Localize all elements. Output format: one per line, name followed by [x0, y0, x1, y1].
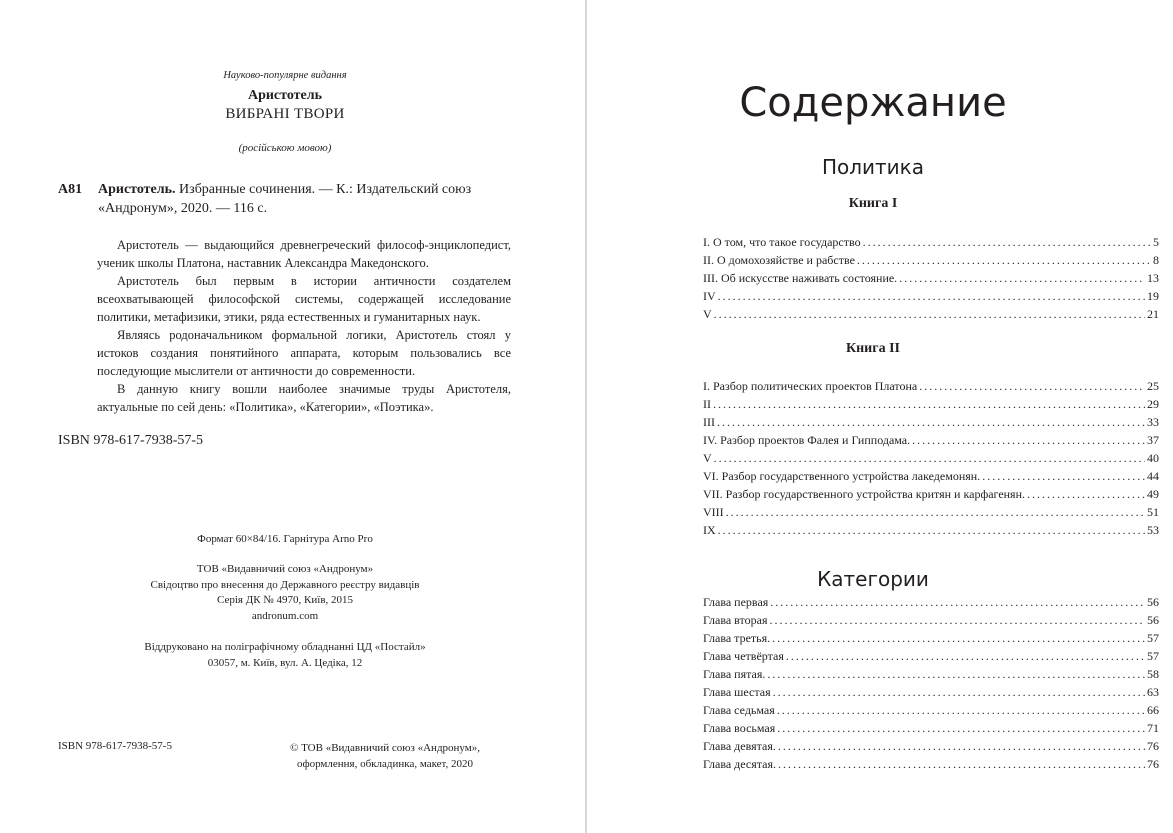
toc-entry [703, 485, 1159, 503]
annotation-paragraph: В данную книгу вошли наиболее значимые труды Аристотеля, актуальные по сей день: «Политика», «Категории», «Поэтика». [97, 382, 511, 414]
toc-entry-title: Глава вторая [703, 613, 768, 627]
toc-dot-leader [912, 431, 1145, 449]
toc-entry-page: 56 [1147, 613, 1159, 627]
toc-entry-page: 29 [1147, 397, 1159, 411]
toc-entry-title: Глава третья. [703, 631, 771, 645]
toc-dot-leader [777, 719, 1145, 737]
toc-entry [703, 377, 1159, 395]
toc-dot-leader [772, 629, 1145, 647]
toc-entry-page: 33 [1147, 415, 1159, 429]
toc-entry [703, 251, 1159, 269]
toc-entry-title: III. Об искусстве наживать состояние. [703, 271, 898, 285]
copyright-line: оформлення, обкладинка, макет, 2020 [296, 758, 474, 770]
printer-block [0, 640, 570, 671]
toc-entry-title: VI. Разбор государственного устройства лакедемонян. [703, 469, 981, 483]
toc-entry [703, 665, 1159, 683]
toc-entry-page: 5 [1153, 235, 1159, 249]
toc-entry [703, 413, 1159, 431]
toc-entry-title: III [703, 415, 715, 429]
toc-entry [703, 233, 1159, 251]
toc-dot-leader [718, 521, 1145, 539]
toc-dot-leader [713, 395, 1145, 413]
section-heading-categories: Категории [817, 567, 929, 591]
toc-entry [703, 449, 1159, 467]
toc-dot-leader [717, 413, 1145, 431]
toc-entry-title: V [703, 451, 712, 465]
toc-entry-title: II [703, 397, 711, 411]
toc-entry-title: VII. Разбор государственного устройства критян и карфагенян. [703, 487, 1026, 501]
printer-line: 03057, м. Київ, вул. А. Цедіка, 12 [207, 656, 363, 669]
language-note: (російською мовою) [238, 142, 332, 154]
toc-entry-page: 13 [1147, 271, 1159, 285]
toc-entry [703, 503, 1159, 521]
toc-dot-leader [778, 737, 1145, 755]
toc-dot-leader [770, 593, 1145, 611]
toc-dot-leader [714, 449, 1145, 467]
series-label: Науково-популярне видання [223, 70, 347, 81]
toc-dot-leader [863, 233, 1151, 251]
toc-dot-leader [769, 611, 1145, 629]
toc-entry-page: 51 [1147, 505, 1159, 519]
toc-entry-title: Глава десятая. [703, 757, 776, 771]
toc-entry [703, 647, 1159, 665]
toc-dot-leader [777, 701, 1145, 719]
toc-entry [703, 701, 1159, 719]
toc-dot-leader [773, 683, 1145, 701]
copyright-block [280, 740, 490, 772]
publisher-line: Свідоцтво про внесення до Державного реєстру видавців [150, 578, 420, 591]
toc-entry-title: Глава девятая. [703, 739, 776, 753]
book-heading: Книга II [845, 341, 901, 356]
toc-dot-leader [778, 755, 1145, 773]
toc-dot-leader [899, 269, 1145, 287]
toc-entry-title: Глава четвёртая [703, 649, 784, 663]
toc-list-book1 [703, 233, 1159, 323]
toc-entry-title: Глава седьмая [703, 703, 775, 717]
annotation-paragraph: Аристотель был первым в истории античности создателем всеохватывающей философской системы, содержащей исследование политики, метафизики, этики, ряда естественных и гуманитарных наук. [97, 274, 511, 324]
toc-entry-page: 66 [1147, 703, 1159, 717]
toc-entry-title: Глава первая [703, 595, 769, 609]
toc-entry [703, 305, 1159, 323]
bib-details: Избранные сочинения. — К.: Издательский союз «Андронум», 2020. — 116 с. [98, 182, 472, 216]
toc-entry [703, 683, 1159, 701]
toc-entry-page: 25 [1147, 379, 1159, 393]
toc-entry [703, 593, 1159, 611]
toc-dot-leader [786, 647, 1145, 665]
toc-entry-title: I. Разбор политических проектов Платона [703, 379, 918, 393]
toc-entry-page: 21 [1147, 307, 1159, 321]
annotation-paragraph: Являясь родоначальником формальной логики, Аристотель стоял у истоков создания понятийного аппарата, которым пользовались все последующие мыслители от античности до современности. [97, 328, 511, 378]
toc-entry-title: Глава пятая. [703, 667, 766, 681]
toc-entry-title: IX [703, 523, 716, 537]
toc-dot-leader [714, 305, 1145, 323]
format-line: Формат 60×84/16. Гарнітура Arno Pro [197, 533, 373, 545]
toc-entry [703, 611, 1159, 629]
bib-code: А81 [58, 182, 83, 197]
toc-entry-page: 57 [1147, 649, 1159, 663]
toc-entry-page: 53 [1147, 523, 1159, 537]
toc-entry-page: 37 [1147, 433, 1159, 447]
toc-dot-leader [857, 251, 1151, 269]
copyright-line: © ТОВ «Видавничий союз «Андронум», [289, 742, 480, 754]
annotation-paragraph: Аристотель — выдающийся древнегреческий философ-энциклопедист, ученик школы Платона, наставник Александра Македонского. [97, 238, 511, 270]
toc-dot-leader [726, 503, 1145, 521]
toc-entry-title: Глава восьмая [703, 721, 776, 735]
toc-entry [703, 719, 1159, 737]
section-heading-politics: Политика [821, 155, 925, 179]
toc-entry-page: 63 [1147, 685, 1159, 699]
toc-entry-page: 71 [1147, 721, 1159, 735]
toc-entry-page: 56 [1147, 595, 1159, 609]
toc-list-categories [703, 593, 1159, 773]
contents-title: Содержание [739, 80, 1007, 126]
toc-entry-page: 57 [1147, 631, 1159, 645]
toc-entry [703, 737, 1159, 755]
book-title: ВИБРАНІ ТВОРИ [225, 106, 345, 122]
toc-entry-title: Глава шестая [703, 685, 771, 699]
toc-entry-page: 76 [1147, 757, 1159, 771]
toc-entry [703, 431, 1159, 449]
toc-list-book2 [703, 377, 1159, 539]
bib-author: Аристотель. [98, 182, 176, 197]
toc-entry [703, 755, 1159, 773]
toc-entry-page: 8 [1153, 253, 1159, 267]
printer-line: Віддруковано на поліграфічному обладнанні ЦД «Постайл» [144, 641, 426, 653]
book-heading: Книга I [848, 196, 898, 211]
contents-page [587, 0, 1173, 833]
toc-entry-title: IV. Разбор проектов Фалея и Гипподама. [703, 433, 911, 447]
toc-dot-leader [1027, 485, 1145, 503]
toc-entry [703, 287, 1159, 305]
bib-text [98, 180, 528, 218]
isbn-footer: ISBN 978-617-7938-57-5 [58, 740, 172, 752]
toc-entry-title: IV [703, 289, 716, 303]
toc-entry-title: II. О домохозяйстве и рабстве [703, 253, 855, 267]
publisher-line: ТОВ «Видавничий союз «Андронум» [196, 563, 374, 575]
publisher-website: andronum.com [251, 609, 319, 622]
toc-dot-leader [919, 377, 1145, 395]
toc-entry [703, 467, 1159, 485]
bibliographic-record [58, 180, 528, 218]
toc-entry-page: 58 [1147, 667, 1159, 681]
toc-entry-page: 40 [1147, 451, 1159, 465]
toc-entry-title: V [703, 307, 712, 321]
toc-entry [703, 629, 1159, 647]
toc-entry-page: 76 [1147, 739, 1159, 753]
toc-entry [703, 269, 1159, 287]
toc-entry-page: 19 [1147, 289, 1159, 303]
toc-dot-leader [982, 467, 1145, 485]
toc-entry-title: VIII [703, 505, 724, 519]
publisher-line: Серія ДК № 4970, Київ, 2015 [216, 594, 354, 606]
annotation [97, 236, 511, 416]
author-name: Аристотель [247, 88, 323, 103]
toc-entry [703, 395, 1159, 413]
toc-dot-leader [718, 287, 1145, 305]
toc-entry-page: 44 [1147, 469, 1159, 483]
toc-dot-leader [767, 665, 1145, 683]
toc-entry-page: 49 [1147, 487, 1159, 501]
isbn: ISBN 978-617-7938-57-5 [58, 433, 204, 448]
toc-entry [703, 521, 1159, 539]
toc-entry-title: I. О том, что такое государство [703, 235, 861, 249]
